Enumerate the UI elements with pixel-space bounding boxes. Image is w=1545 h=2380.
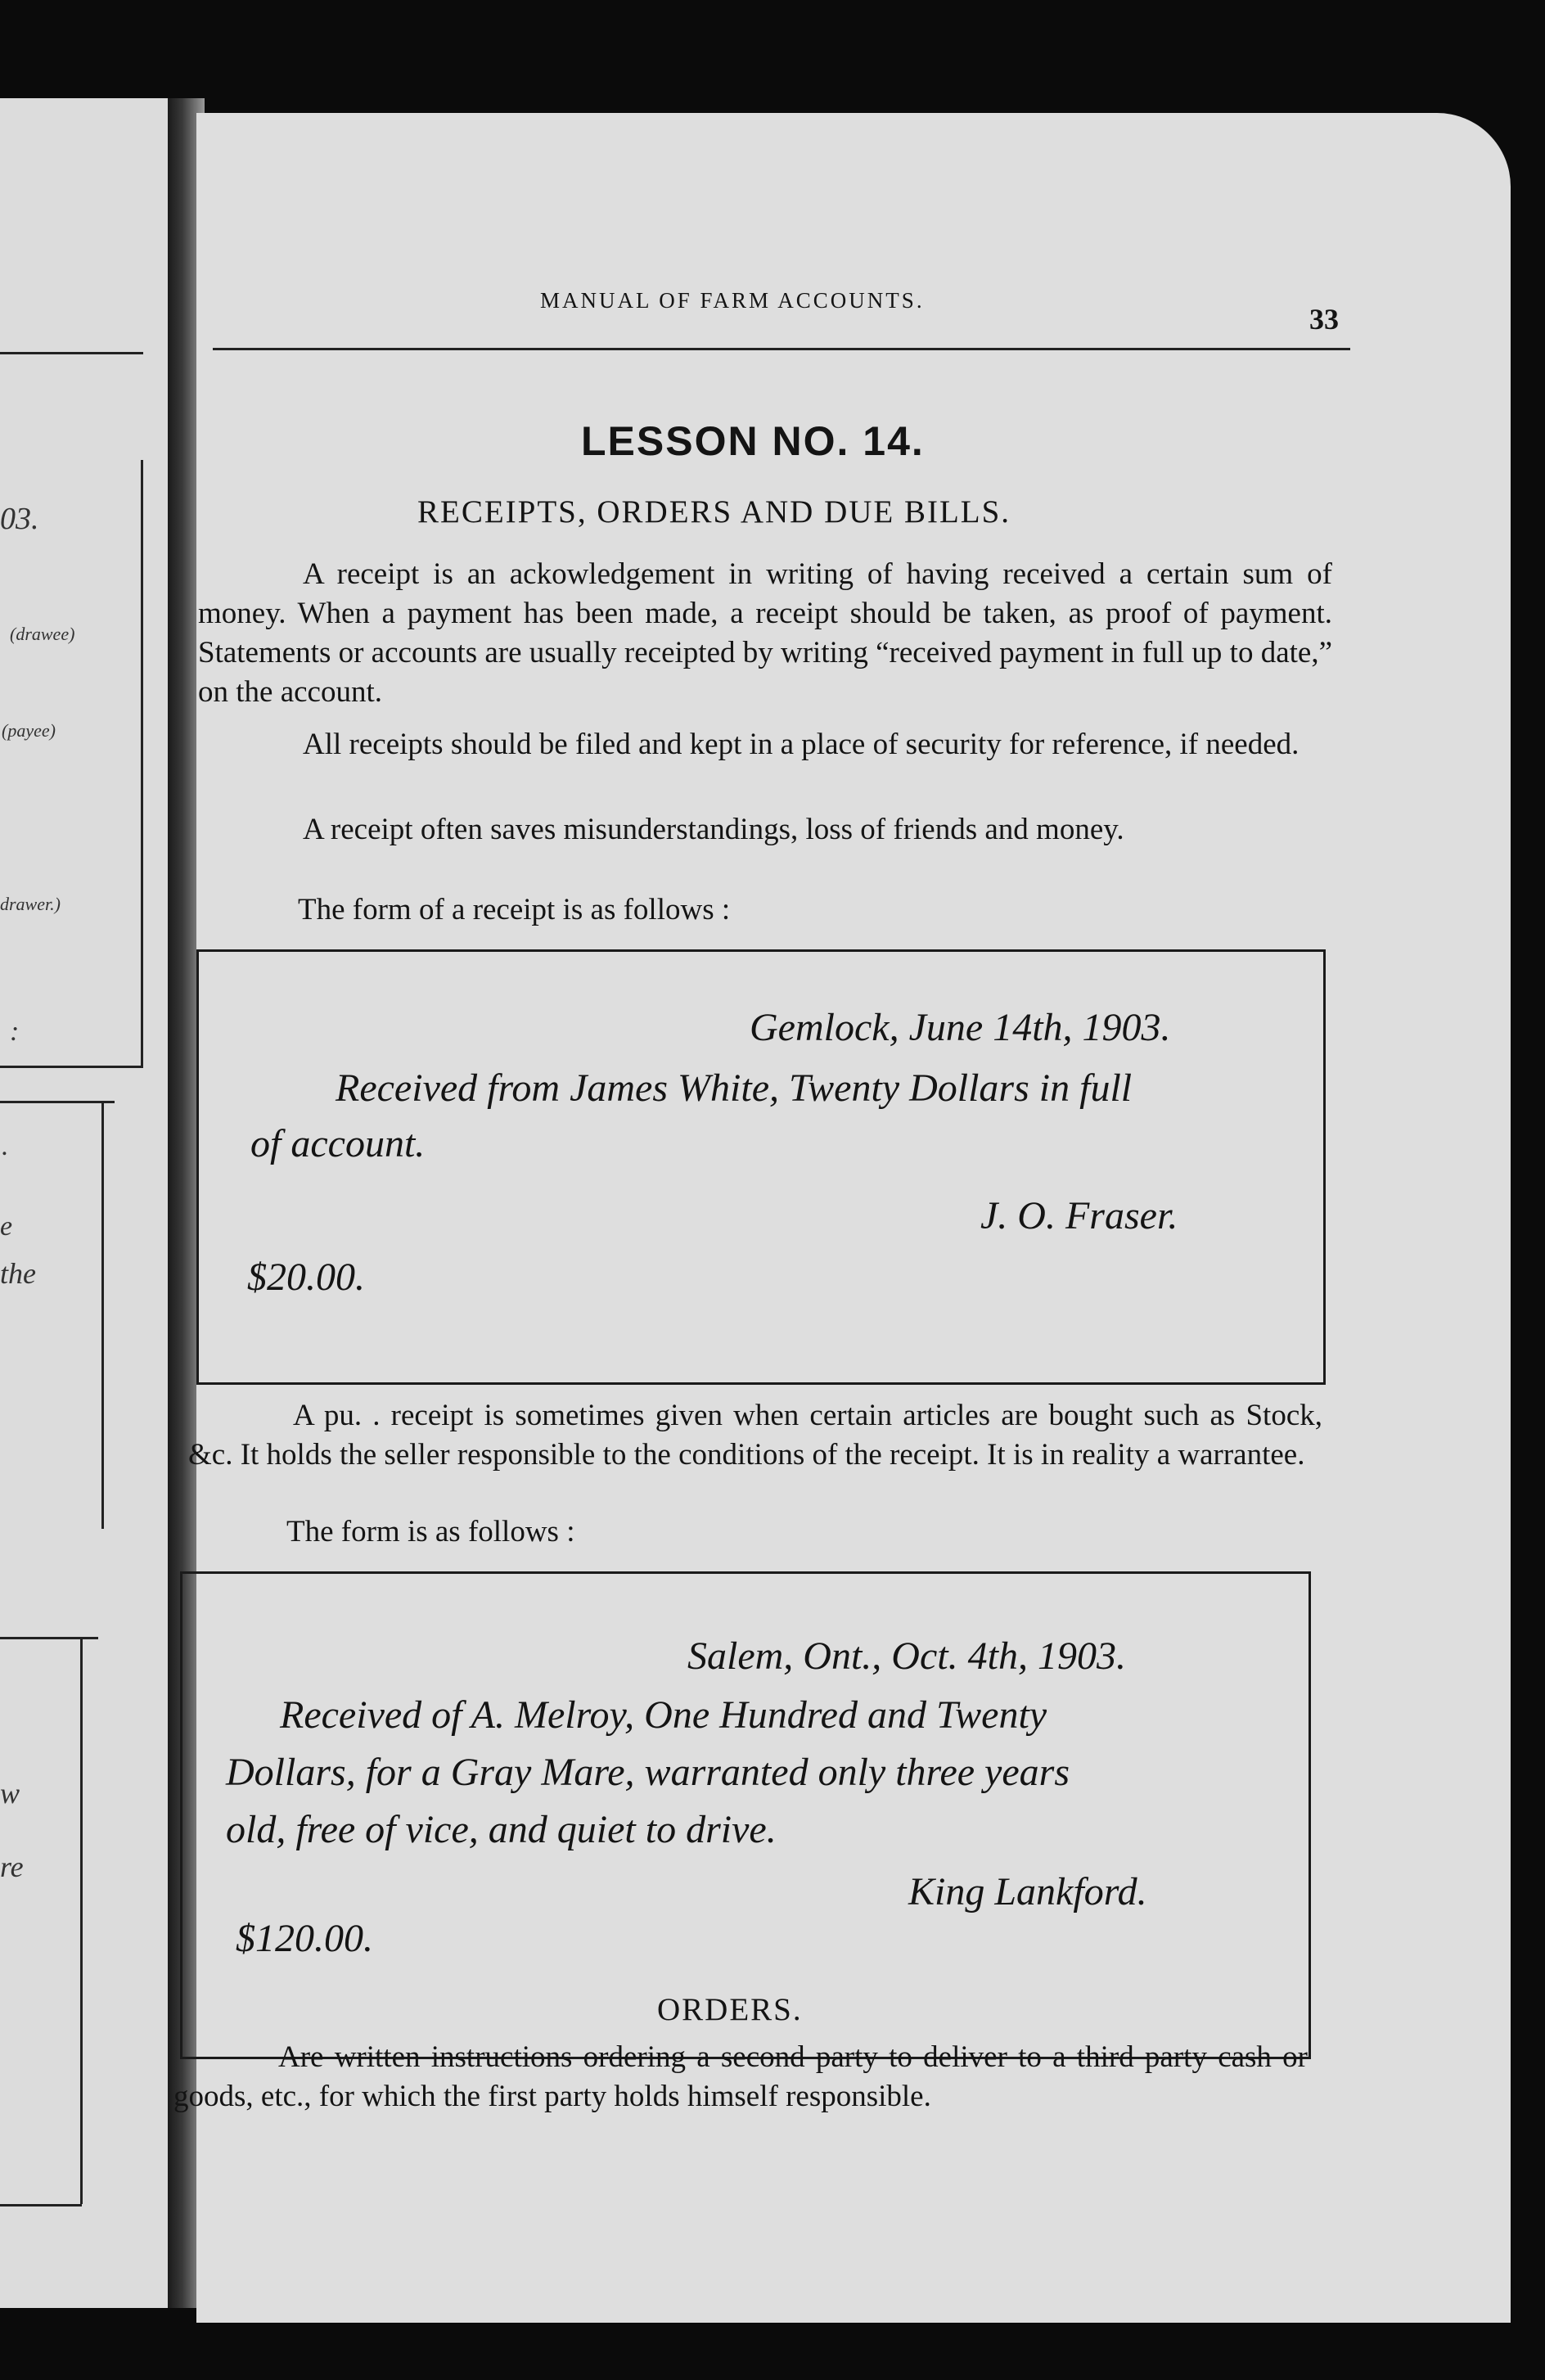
running-header: MANUAL OF FARM ACCOUNTS. (540, 288, 925, 313)
left-page-rule (0, 352, 143, 354)
left-page-rule (0, 1066, 143, 1068)
previous-page-fragment (0, 98, 168, 2308)
paragraph: Are written instructions ordering a second party to deliver to a third party cash or goods, etc., for which the first party holds himself responsible. (173, 2040, 1308, 2113)
paragraph: A receipt often saves misunderstandings, loss of friends and money. (303, 813, 1124, 846)
receipt-signature: J. O. Fraser. (980, 1194, 1178, 1237)
left-page-text: the (0, 1257, 36, 1290)
form-intro: The form of a receipt is as follows : (298, 893, 731, 926)
left-page-text: : (10, 1016, 20, 1047)
receipt-amount: $20.00. (247, 1255, 365, 1299)
receipt-body-line: Received from James White, Twenty Dollars in full (336, 1066, 1133, 1110)
left-page-text: e (0, 1211, 13, 1242)
section-title: RECEIPTS, ORDERS AND DUE BILLS. (417, 494, 1011, 530)
receipt-signature: King Lankford. (908, 1870, 1147, 1913)
book-page (173, 113, 1511, 2323)
receipt-body-line: Dollars, for a Gray Mare, warranted only three years (226, 1751, 1070, 1794)
orders-heading: ORDERS. (657, 1992, 803, 2027)
left-page-rule (0, 2204, 82, 2206)
left-page-rule (0, 1637, 98, 1639)
receipt-place-date: Gemlock, June 14th, 1903. (750, 1006, 1171, 1049)
left-page-box-edge (80, 1639, 83, 2204)
left-page-text: . (2, 1131, 9, 1161)
left-page-text: w (0, 1777, 20, 1810)
receipt-body-line: Received of A. Melroy, One Hundred and Twenty (280, 1693, 1047, 1737)
receipt-amount: $120.00. (236, 1917, 373, 1960)
left-page-box-edge (101, 1103, 104, 1529)
paragraph: A receipt is an ackowledgement in writing of having received a certain sum of money. When a payment has been made, a receipt should be taken, as proof of payment. Statements or accounts are usually receipted by writing “received payment in full up to date,” on the account. (198, 557, 1332, 709)
receipt-place-date: Salem, Ont., Oct. 4th, 1903. (687, 1634, 1126, 1678)
left-page-text: 03. (0, 502, 39, 536)
page-number: 33 (1309, 303, 1339, 336)
receipt-body-line: old, free of vice, and quiet to drive. (226, 1808, 777, 1851)
paragraph: A pu. . receipt is sometimes given when certain articles are bought such as Stock, &c. It holds the seller responsible to the conditions of the receipt. It is in reality a warrantee. (188, 1399, 1322, 1472)
left-page-text: (payee) (2, 720, 56, 741)
left-page-box-edge (141, 460, 143, 1066)
form-intro: The form is as follows : (286, 1515, 575, 1548)
lesson-title: LESSON NO. 14. (581, 418, 925, 464)
header-rule (213, 348, 1350, 350)
left-page-text: (drawee) (10, 624, 75, 644)
receipt-body-line: of account. (250, 1122, 426, 1165)
left-page-text: re (0, 1850, 24, 1883)
left-page-rule (0, 1101, 115, 1103)
paragraph: All receipts should be filed and kept in a place of security for reference, if needed. (303, 728, 1300, 761)
left-page-text: drawer.) (0, 894, 61, 914)
